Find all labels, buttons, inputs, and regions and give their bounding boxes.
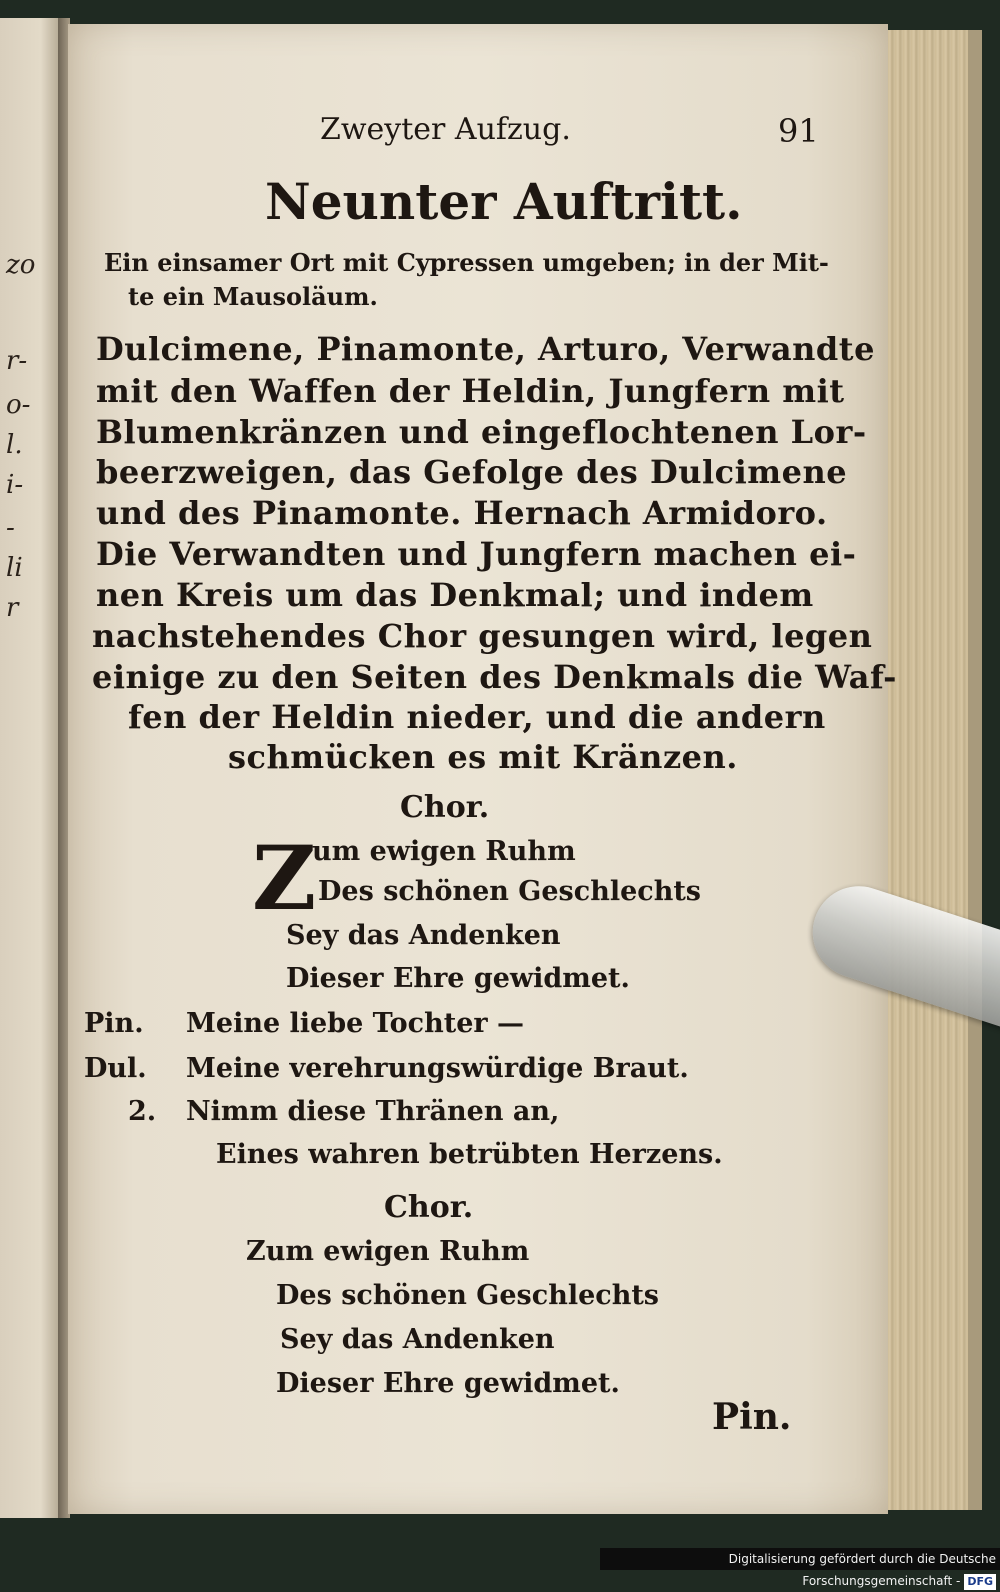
stage-direction-line: Die Verwandten und Jungfern machen ei- [96, 535, 857, 573]
dfg-logo: DFG [964, 1574, 996, 1590]
chorus-verse: Sey das Andenken [280, 1324, 555, 1355]
chorus-verse: Dieser Ehre gewidmet. [286, 963, 630, 994]
chorus-heading: Chor. [400, 790, 490, 825]
chorus-verse: Des schönen Geschlechts [318, 876, 701, 907]
chorus-verse: Des schönen Geschlechts [276, 1280, 659, 1311]
dialogue-line: Meine verehrungswürdige Braut. [186, 1053, 689, 1084]
speaker-label: 2. [128, 1096, 157, 1127]
stage-direction-line: nachstehendes Chor gesungen wird, legen [92, 617, 873, 655]
left-page-fragment: i- [6, 470, 24, 500]
digitization-footer [600, 1548, 1000, 1588]
scene-title: Neunter Auftritt. [265, 172, 743, 231]
chorus-verse: Sey das Andenken [286, 920, 561, 951]
left-page-fragment: - [6, 513, 15, 543]
speaker-label: Dul. [84, 1053, 147, 1084]
left-page-fragment: o- [6, 390, 31, 420]
dialogue-line: Meine liebe Tochter — [186, 1008, 525, 1039]
left-page-edge [0, 18, 60, 1518]
footer-text: Digitalisierung gefördert durch die Deutsche Forschungsgemeinschaft - [728, 1552, 996, 1588]
catchword: Pin. [712, 1396, 792, 1438]
stage-direction-line: fen der Heldin nieder, und die andern [128, 698, 826, 736]
chorus-verse: um ewigen Ruhm [312, 836, 576, 867]
chorus-verse: Dieser Ehre gewidmet. [276, 1368, 620, 1399]
chorus-verse: Zum ewigen Ruhm [246, 1236, 530, 1267]
dialogue-line: Eines wahren betrübten Herzens. [216, 1139, 723, 1170]
stage-direction-line: Dulcimene, Pinamonte, Arturo, Verwandte [96, 330, 875, 368]
left-page-fragment: r- [6, 346, 28, 376]
left-page-fragment: r [6, 593, 19, 623]
dialogue-line: Nimm diese Thränen an, [186, 1096, 560, 1127]
setting-line: Ein einsamer Ort mit Cypressen umgeben; in der Mit- [104, 248, 829, 277]
left-page-fragment: l. [6, 430, 23, 460]
page-number: 91 [778, 112, 819, 150]
speaker-label: Pin. [84, 1008, 144, 1039]
stage-direction-line: nen Kreis um das Denkmal; und indem [96, 576, 814, 614]
stage-direction-line: schmücken es mit Kränzen. [228, 738, 738, 776]
stage-direction-line: und des Pinamonte. Hernach Armidoro. [96, 494, 828, 532]
stage-direction-line: einige zu den Seiten des Denkmals die Waf- [92, 658, 897, 696]
running-head: Zweyter Aufzug. [320, 112, 571, 147]
drop-cap: Z [252, 826, 317, 930]
stage-direction-line: beerzweigen, das Gefolge des Dulcimene [96, 453, 848, 491]
left-page-fragment: li [6, 553, 23, 583]
left-page-fragment: zo [6, 250, 36, 280]
page-fore-edge [885, 30, 982, 1510]
stage-direction-line: mit den Waffen der Heldin, Jungfern mit [96, 372, 845, 410]
chorus-heading: Chor. [384, 1190, 474, 1225]
stage-direction-line: Blumenkränzen und eingeflochtenen Lor- [96, 413, 867, 451]
setting-line: te ein Mausoläum. [128, 282, 378, 311]
